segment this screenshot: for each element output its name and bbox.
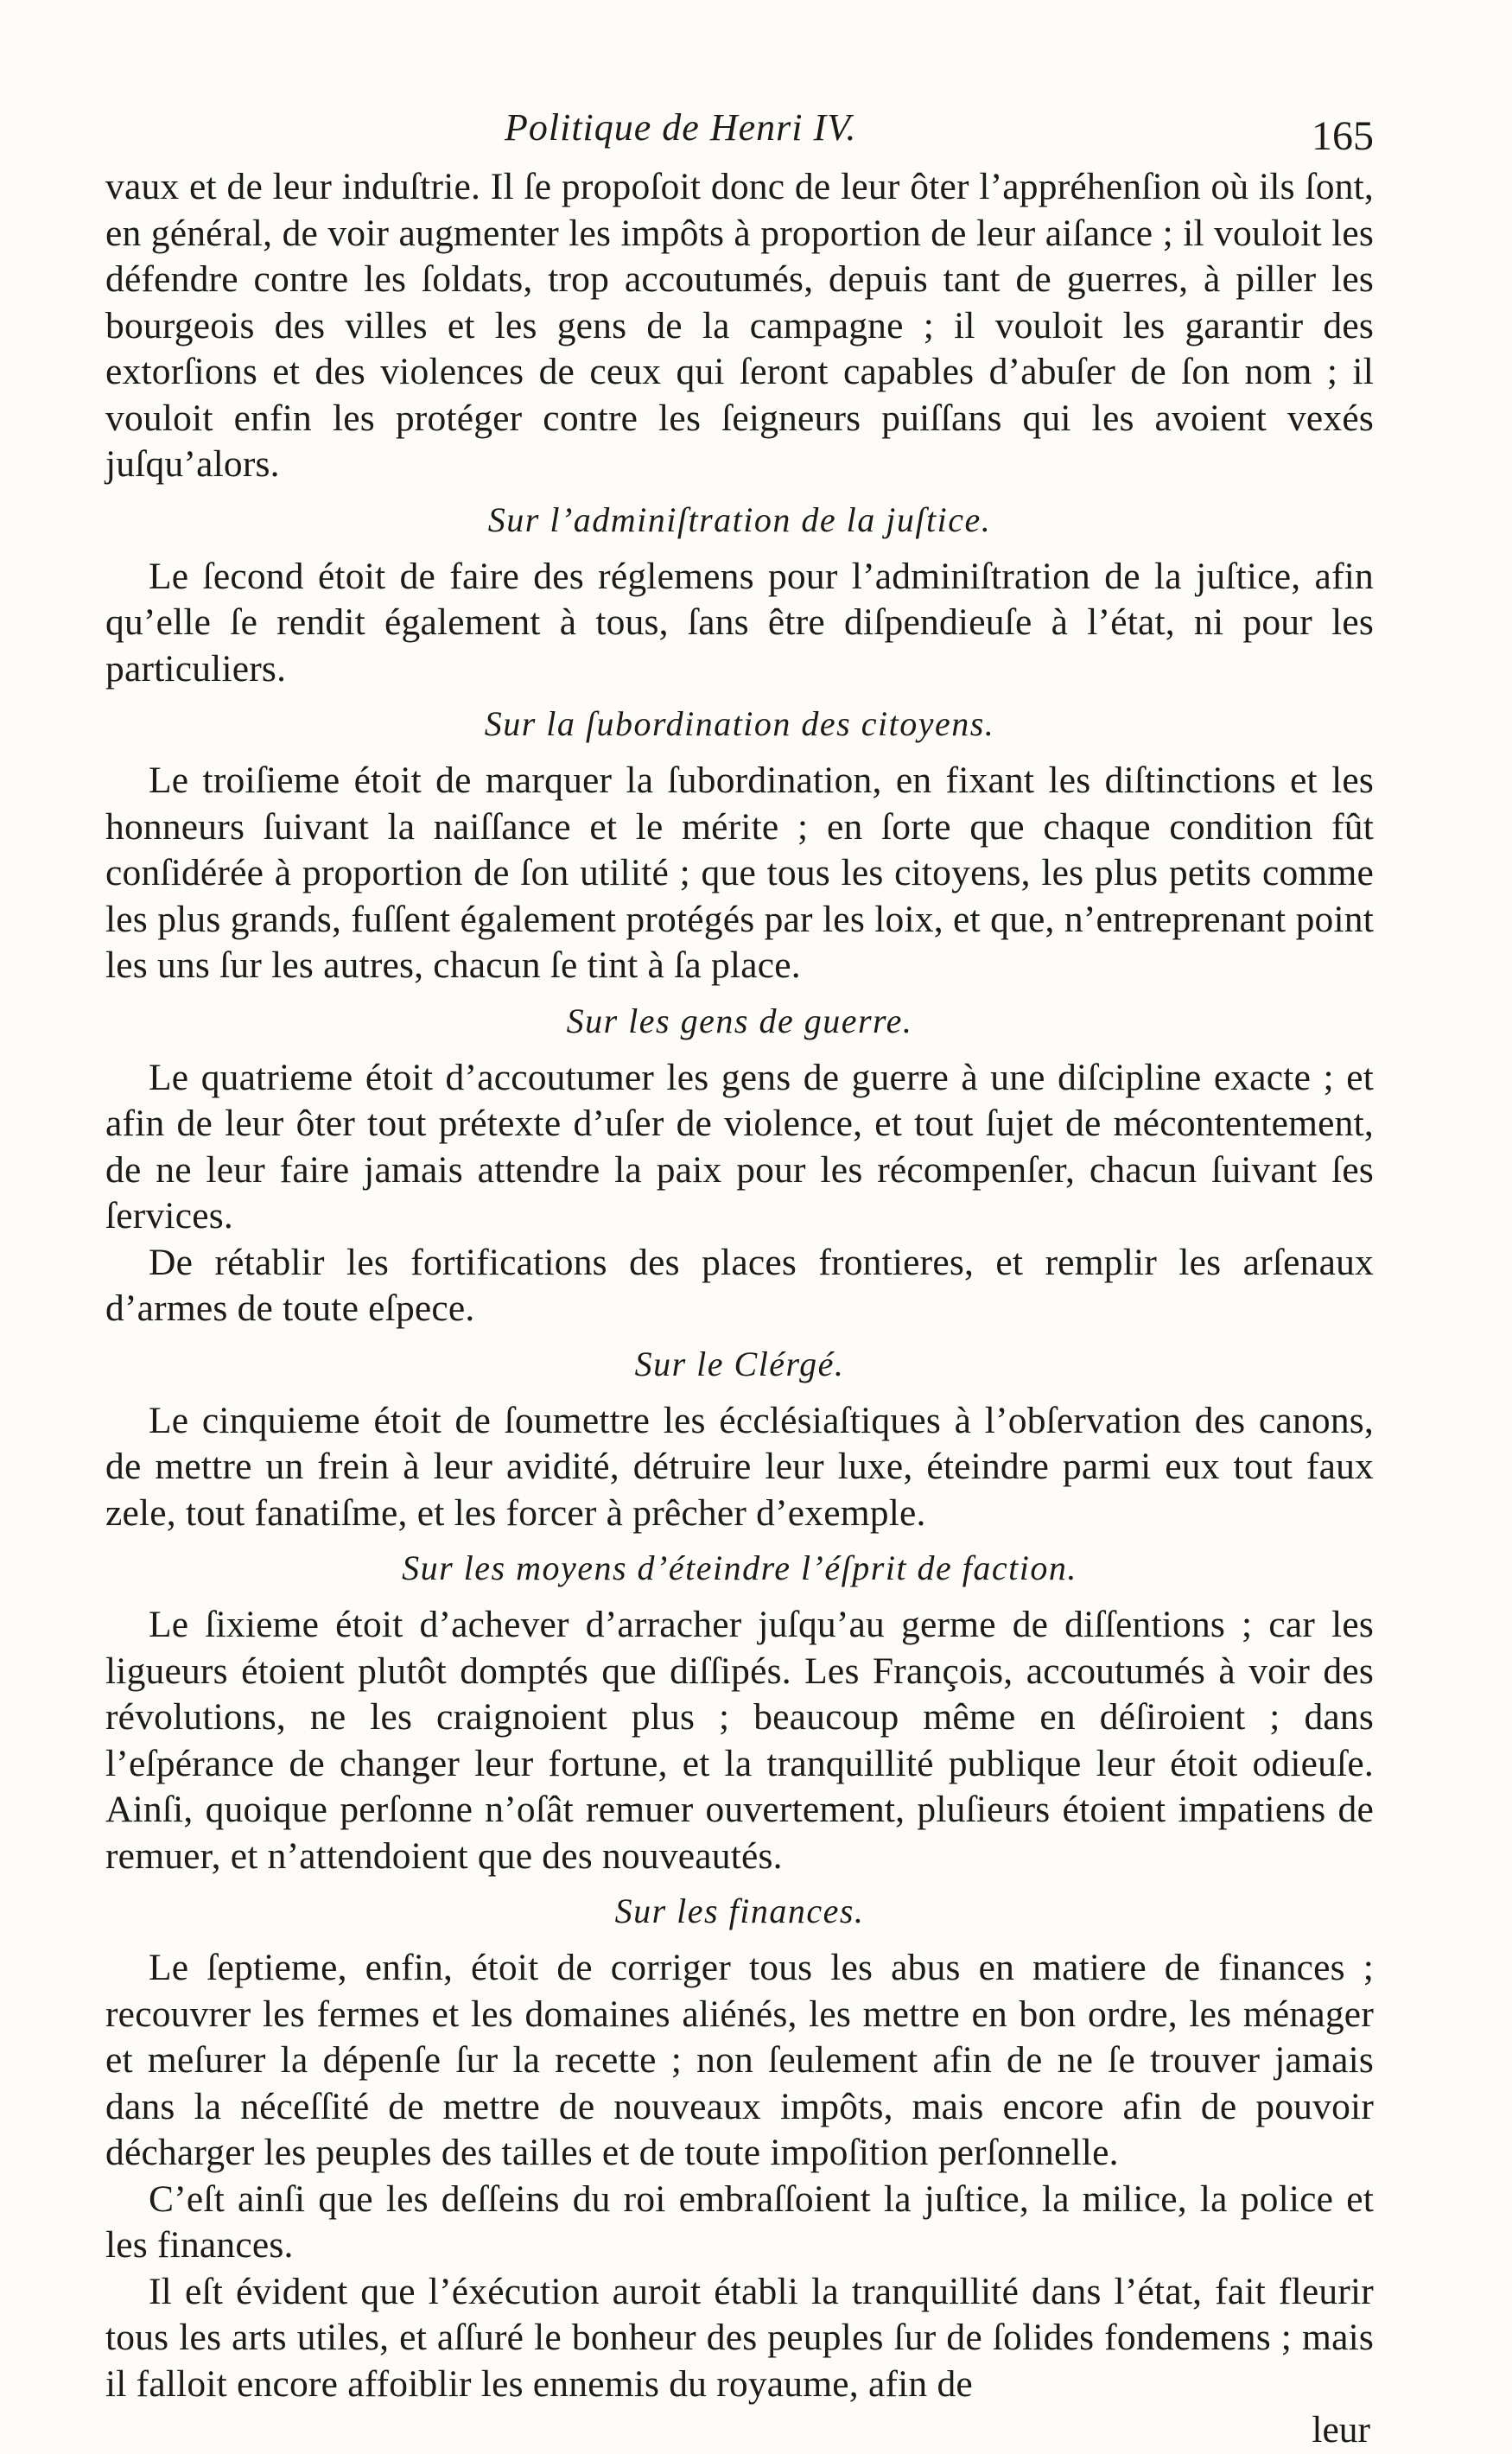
running-head: Politique de Henri IV. <box>505 106 857 149</box>
paragraph: Le troiſieme étoit de marquer la ſubordination, en fixant les diſtinctions et les honneurs ſuivant la naiſſance et le mérite ; en ſorte que chaque condition fût conſidérée à proportion de ſon utilité ; que tous les citoyens, les plus petits comme les plus grands, fuſſent également protégés par les loix, et que, n’entreprenant point les uns ſur les autres, chacun ſe tint à ſa place. <box>105 760 1374 986</box>
section-heading: Sur les gens de guerre. <box>566 1001 913 1040</box>
paragraph: Le quatrieme étoit d’accoutumer les gens de guerre à une diſcipline exacte ; et afin de leur ôter tout prétexte d’uſer de violence, et tout ſujet de mécontentement, de ne leur faire jamais attendre la paix pour les récompenſer, chacun ſuivant ſes ſervices. <box>105 1056 1374 1237</box>
paragraph: C’eſt ainſi que les deſſeins du roi embraſſoient la juſtice, la milice, la police et les finances. <box>105 2177 1374 2266</box>
section-heading: Sur les moyens d’éteindre l’éſprit de faction. <box>402 1548 1077 1587</box>
section-heading: Sur les finances. <box>614 1891 865 1930</box>
section-heading: Sur la ſubordination des citoyens. <box>484 704 995 743</box>
paragraph: Le ſeptieme, enfin, étoit de corriger tous les abus en matiere de finances ; recouvrer les fermes et les domaines aliénés, les mettre en bon ordre, les ménager et meſurer la dépenſe ſur la recette ; non ſeulement afin de ne ſe trouver jamais dans la néceſſité de mettre de nouveaux impôts, mais encore afin de pouvoir décharger les peuples des tailles et de toute impoſition perſonnelle. <box>105 1947 1374 2173</box>
section-heading: Sur l’adminiſtration de la juſtice. <box>487 499 992 539</box>
paragraph: Le ſecond étoit de faire des réglemens pour l’adminiſtration de la juſtice, afin qu’elle ſe rendit également à tous, ſans être diſpendieuſe à l’état, ni pour les particuliers. <box>105 555 1374 690</box>
catchword: leur <box>1312 2409 1370 2451</box>
section-heading: Sur le Clérgé. <box>634 1344 845 1383</box>
paragraph: De rétablir les fortifications des places frontieres, et remplir les arſenaux d’armes de toute eſpece. <box>105 1241 1374 1329</box>
body-text <box>105 164 1374 2407</box>
page-header <box>105 95 1374 164</box>
paragraph: Le cinquieme étoit de ſoumettre les écclésiaſtiques à l’obſervation des canons, de mettre un frein à leur avidité, détruire leur luxe, éteindre parmi eux tout faux zele, tout fanatiſme, et les forcer à prêcher d’exemple. <box>105 1399 1374 1534</box>
paragraph: Il eſt évident que l’éxécution auroit établi la tranquillité dans l’état, fait fleurir tous les arts utiles, et aſſuré le bonheur des peuples ſur de ſolides fondemens ; mais il falloit encore affoiblir les ennemis du royaume, afin de <box>105 2270 1374 2405</box>
page-number: 165 <box>1312 113 1374 159</box>
paragraph: Le ſixieme étoit d’achever d’arracher juſqu’au germe de diſſentions ; car les ligueurs étoient plutôt domptés que diſſipés. Les François, accoutumés à voir des révolutions, ne les craignoient plus ; beaucoup même en déſiroient ; dans l’eſpérance de changer leur fortune, et la tranquillité publique leur étoit odieuſe. Ainſi, quoique perſonne n’oſât remuer ouvertement, pluſieurs étoient impatiens de remuer, et n’attendoient que des nouveautés. <box>105 1604 1374 1877</box>
paragraph: vaux et de leur induſtrie. Il ſe propoſoit donc de leur ôter l’appréhenſion où ils ſont, en général, de voir augmenter les impôts à proportion de leur aiſance ; il vouloit les défendre contre les ſoldats, trop accoutumés, depuis tant de guerres, à piller les bourgeois des villes et les gens de la campagne ; il vouloit les garantir des extorſions et des violences de ceux qui ſeront capables d’abuſer de ſon nom ; il vouloit enfin les protéger contre les ſeigneurs puiſſans qui les avoient vexés juſqu’alors. <box>105 166 1374 485</box>
